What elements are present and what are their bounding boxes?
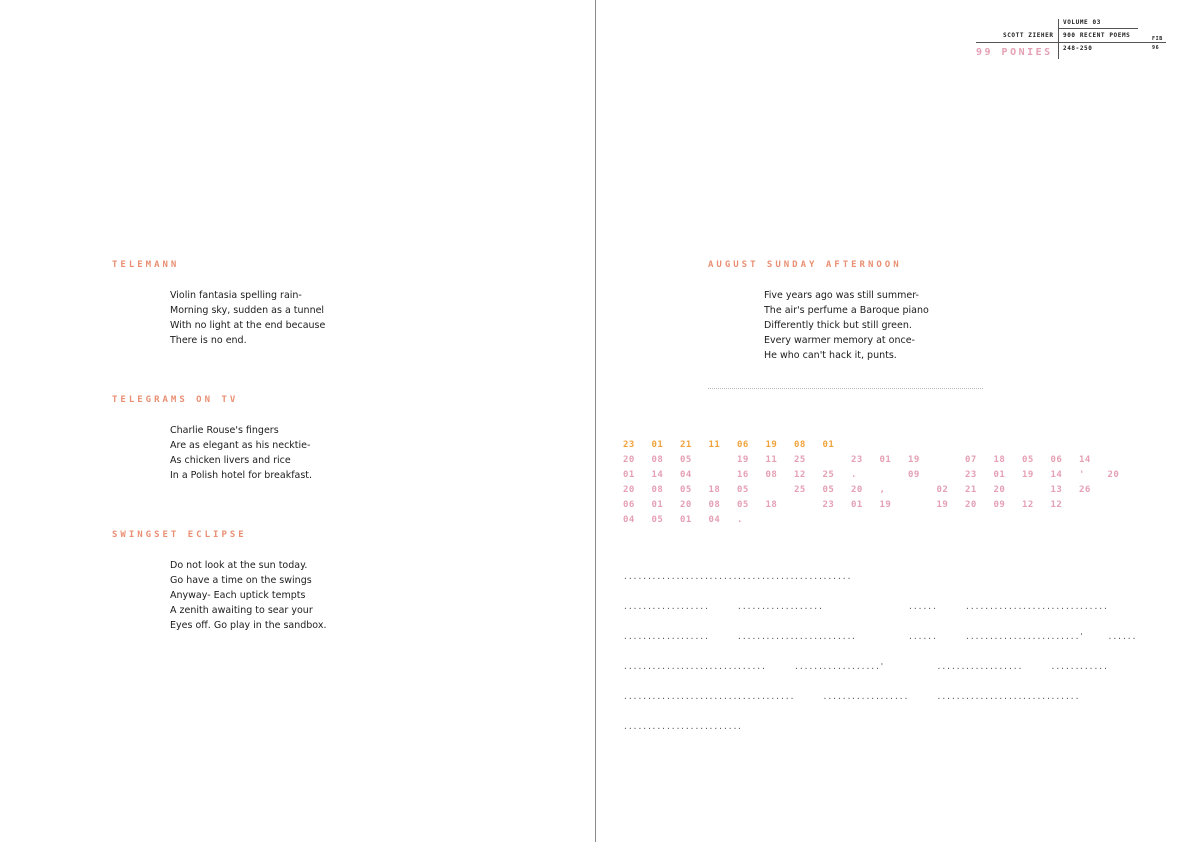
cipher-number: 12 — [1022, 500, 1034, 510]
poem-line: Are as elegant as his necktie- — [170, 440, 311, 451]
dot-placeholder: ...... — [708, 722, 738, 731]
cipher-number: 05 — [737, 485, 749, 495]
poem-line: In a Polish hotel for breakfast. — [170, 470, 313, 481]
dot-placeholder: ...... — [708, 662, 738, 671]
dot-placeholder: ...... — [623, 722, 652, 731]
cipher-number: 20 — [993, 485, 1006, 495]
cipher-number: 01 — [851, 500, 863, 510]
cipher-number: 20 — [965, 500, 977, 510]
cipher-number: 05 — [651, 515, 664, 525]
poem-line: Differently thick but still green. — [764, 320, 912, 331]
section-divider — [708, 388, 983, 389]
cipher-number: . — [737, 515, 743, 525]
poem-line: With no light at the end because — [170, 320, 326, 331]
dot-placeholder: ...... — [1050, 632, 1080, 641]
dot-placeholder: ...... — [651, 602, 681, 611]
cipher-number: 05 — [680, 455, 692, 465]
cipher-number: 06 — [1050, 455, 1063, 465]
poem-line: Eyes off. Go play in the sandbox. — [170, 620, 327, 631]
dot-placeholder: ...... — [737, 662, 766, 671]
poem-line: As chicken livers and rice — [170, 455, 291, 466]
dot-placeholder: ...... — [822, 662, 852, 671]
dot-placeholder: ' — [879, 662, 885, 671]
cipher-number: 02 — [936, 485, 949, 495]
dot-placeholder: ...... — [765, 632, 795, 641]
dot-placeholder: ...... — [708, 692, 738, 701]
dot-placeholder: ...... — [1050, 692, 1080, 701]
cipher-number: 18 — [708, 485, 721, 495]
dot-placeholder: ...... — [651, 572, 681, 581]
cipher-number: 20 — [1107, 470, 1120, 480]
dot-placeholder: ...... — [737, 602, 766, 611]
cipher-number: 12 — [1050, 500, 1063, 510]
cipher-number: 08 — [708, 500, 721, 510]
cipher-number: 01 — [623, 470, 635, 480]
dot-placeholder: ...... — [1079, 602, 1108, 611]
dot-placeholder: ...... — [794, 602, 823, 611]
cipher-number: 09 — [908, 470, 920, 480]
cipher-number: 01 — [651, 440, 664, 450]
dot-placeholder: ...... — [993, 632, 1023, 641]
dot-placeholder: ...... — [851, 662, 880, 671]
dot-placeholder: ...... — [680, 722, 709, 731]
cipher-number: 23 — [965, 470, 977, 480]
dot-placeholder: ...... — [623, 572, 652, 581]
cipher-number: 19 — [908, 455, 920, 465]
dot-placeholder: ...... — [680, 572, 709, 581]
dot-placeholder: ' — [1079, 632, 1084, 641]
dot-placeholder: ...... — [1022, 602, 1051, 611]
poem-line: The air's perfume a Baroque piano — [764, 305, 929, 316]
dot-placeholder: ...... — [908, 632, 937, 641]
header-code-bottom: 96 — [1152, 45, 1160, 51]
header-pages: 248-250 — [1063, 45, 1093, 52]
cipher-number: 20 — [851, 485, 863, 495]
dot-placeholder: ...... — [965, 632, 994, 641]
header-code-top: FIB — [1152, 36, 1163, 42]
dot-placeholder: ...... — [879, 692, 909, 701]
cipher-number: 08 — [651, 485, 664, 495]
cipher-number: 01 — [879, 455, 892, 465]
dot-placeholder: ...... — [680, 662, 709, 671]
poem-body — [764, 288, 929, 363]
dot-placeholder: ...... — [651, 632, 681, 641]
dot-placeholder: ...... — [936, 692, 966, 701]
poem-body — [170, 423, 312, 483]
dot-placeholder: ...... — [936, 662, 966, 671]
cipher-number: 18 — [765, 500, 778, 510]
dot-placeholder: ...... — [1022, 632, 1051, 641]
dot-placeholder: ...... — [965, 692, 994, 701]
poem-line: Charlie Rouse's fingers — [170, 425, 279, 436]
cipher-number: 05 — [822, 485, 835, 495]
cipher-number: 01 — [993, 470, 1006, 480]
cipher-number: 25 — [794, 485, 806, 495]
dot-placeholder: ...... — [1107, 632, 1137, 641]
cipher-number: 04 — [680, 470, 692, 480]
header-divider — [1058, 19, 1059, 59]
cipher-number: 25 — [794, 455, 806, 465]
dot-placeholder: ...... — [1050, 602, 1080, 611]
dot-placeholder: ...... — [651, 692, 681, 701]
poem-title: TELEGRAMS ON TV — [112, 395, 239, 405]
poem-title: AUGUST SUNDAY AFTERNOON — [708, 260, 902, 270]
cipher-number: 05 — [1022, 455, 1034, 465]
cipher-number: 19 — [879, 500, 892, 510]
cipher-number: 25 — [822, 470, 835, 480]
cipher-number: 14 — [651, 470, 664, 480]
poem-line: Anyway- Each uptick tempts — [170, 590, 306, 601]
header-volume: VOLUME 03 — [1063, 19, 1101, 26]
cipher-number: 19 — [936, 500, 949, 510]
dot-placeholder: ...... — [765, 572, 795, 581]
dot-placeholder: ...... — [623, 692, 652, 701]
header-collection: 900 RECENT POEMS — [1063, 32, 1131, 39]
dot-placeholder: ...... — [737, 572, 766, 581]
cipher-number: ' — [1079, 470, 1085, 480]
dot-placeholder: ...... — [993, 662, 1023, 671]
cipher-number: 04 — [708, 515, 721, 525]
dot-placeholder: ...... — [680, 692, 709, 701]
cipher-number: 23 — [822, 500, 835, 510]
dot-placeholder: ...... — [794, 662, 823, 671]
poem-line: Go have a time on the swings — [170, 575, 312, 586]
poem-line: Morning sky, sudden as a tunnel — [170, 305, 325, 316]
dot-placeholder: ...... — [965, 602, 994, 611]
poem-body — [170, 288, 325, 348]
cipher-number: , — [879, 485, 886, 495]
poem-title: TELEMANN — [112, 260, 180, 270]
right-page — [596, 0, 1191, 842]
dot-placeholder: ...... — [651, 662, 681, 671]
dot-placeholder: ...... — [822, 692, 852, 701]
dot-placeholder: ...... — [1022, 692, 1051, 701]
dot-placeholder: ...... — [1079, 662, 1108, 671]
cipher-number: 06 — [737, 440, 749, 450]
cipher-number: 19 — [765, 440, 778, 450]
dot-placeholder: ...... — [993, 692, 1023, 701]
dot-placeholder: ...... — [737, 632, 766, 641]
dot-placeholder: ...... — [993, 602, 1023, 611]
poem-line: A zenith awaiting to sear your — [170, 605, 313, 616]
poem-line: There is no end. — [170, 335, 247, 346]
cipher-number: 19 — [737, 455, 749, 465]
cipher-number: 08 — [794, 440, 806, 450]
dot-placeholder: ...... — [651, 722, 681, 731]
cipher-number: 07 — [965, 455, 977, 465]
cipher-number: 01 — [651, 500, 664, 510]
dot-placeholder: ...... — [680, 602, 709, 611]
poem-line: Five years ago was still summer- — [764, 290, 919, 301]
dot-placeholder: ...... — [765, 692, 795, 701]
dot-placeholder: . — [737, 722, 742, 731]
cipher-number: 08 — [651, 455, 664, 465]
dot-placeholder: ...... — [908, 602, 937, 611]
cipher-number: 14 — [1079, 455, 1091, 465]
header-author: SCOTT ZIEHER — [1003, 32, 1054, 39]
cipher-number: 04 — [623, 515, 635, 525]
dot-placeholder: ...... — [1050, 662, 1080, 671]
cipher-number: 21 — [680, 440, 692, 450]
dot-placeholder: ...... — [965, 662, 994, 671]
cipher-number: 20 — [623, 485, 635, 495]
cipher-number: 01 — [680, 515, 692, 525]
cipher-number: 09 — [993, 500, 1006, 510]
dot-placeholder: ...... — [851, 692, 880, 701]
cipher-number: 20 — [623, 455, 635, 465]
cipher-number: 23 — [623, 440, 635, 450]
dot-placeholder: ...... — [623, 632, 652, 641]
cipher-number: 05 — [680, 485, 692, 495]
cipher-number: 20 — [680, 500, 692, 510]
cipher-number: 06 — [623, 500, 635, 510]
cipher-number: 16 — [737, 470, 749, 480]
header-rule — [976, 42, 1166, 43]
cipher-number: 12 — [794, 470, 806, 480]
cipher-number: 19 — [1022, 470, 1034, 480]
header-rule — [1058, 28, 1138, 29]
dot-placeholder: ...... — [794, 632, 823, 641]
cipher-number: 23 — [851, 455, 863, 465]
dot-placeholder: ...... — [708, 572, 738, 581]
brand-logo: 99 PONIES — [976, 47, 1053, 58]
cipher-number: 13 — [1050, 485, 1063, 495]
cipher-number: 26 — [1079, 485, 1091, 495]
cipher-number: 01 — [822, 440, 835, 450]
dot-placeholder: ...... — [822, 632, 852, 641]
cipher-number: 14 — [1050, 470, 1063, 480]
cipher-number: 18 — [993, 455, 1006, 465]
poem-line: Do not look at the sun today. — [170, 560, 308, 571]
poem-line: He who can't hack it, punts. — [764, 350, 897, 361]
cipher-number: . — [851, 470, 857, 480]
dot-placeholder: ...... — [794, 572, 823, 581]
cipher-number: 21 — [965, 485, 977, 495]
dot-placeholder: . — [851, 632, 856, 641]
poem-line: Every warmer memory at once- — [764, 335, 915, 346]
cipher-number: 05 — [737, 500, 749, 510]
dot-placeholder: ...... — [737, 692, 766, 701]
dot-placeholder: ...... — [623, 662, 652, 671]
cipher-number: 11 — [708, 440, 721, 450]
dot-placeholder: ...... — [822, 572, 852, 581]
dot-placeholder: ...... — [765, 602, 795, 611]
poem-title: SWINGSET ECLIPSE — [112, 530, 247, 540]
dot-placeholder: ...... — [623, 602, 652, 611]
dot-placeholder: ...... — [680, 632, 709, 641]
cipher-number: 11 — [765, 455, 778, 465]
poem-line: Violin fantasia spelling rain- — [170, 290, 302, 301]
cipher-number: 08 — [765, 470, 778, 480]
poem-body — [170, 558, 326, 633]
